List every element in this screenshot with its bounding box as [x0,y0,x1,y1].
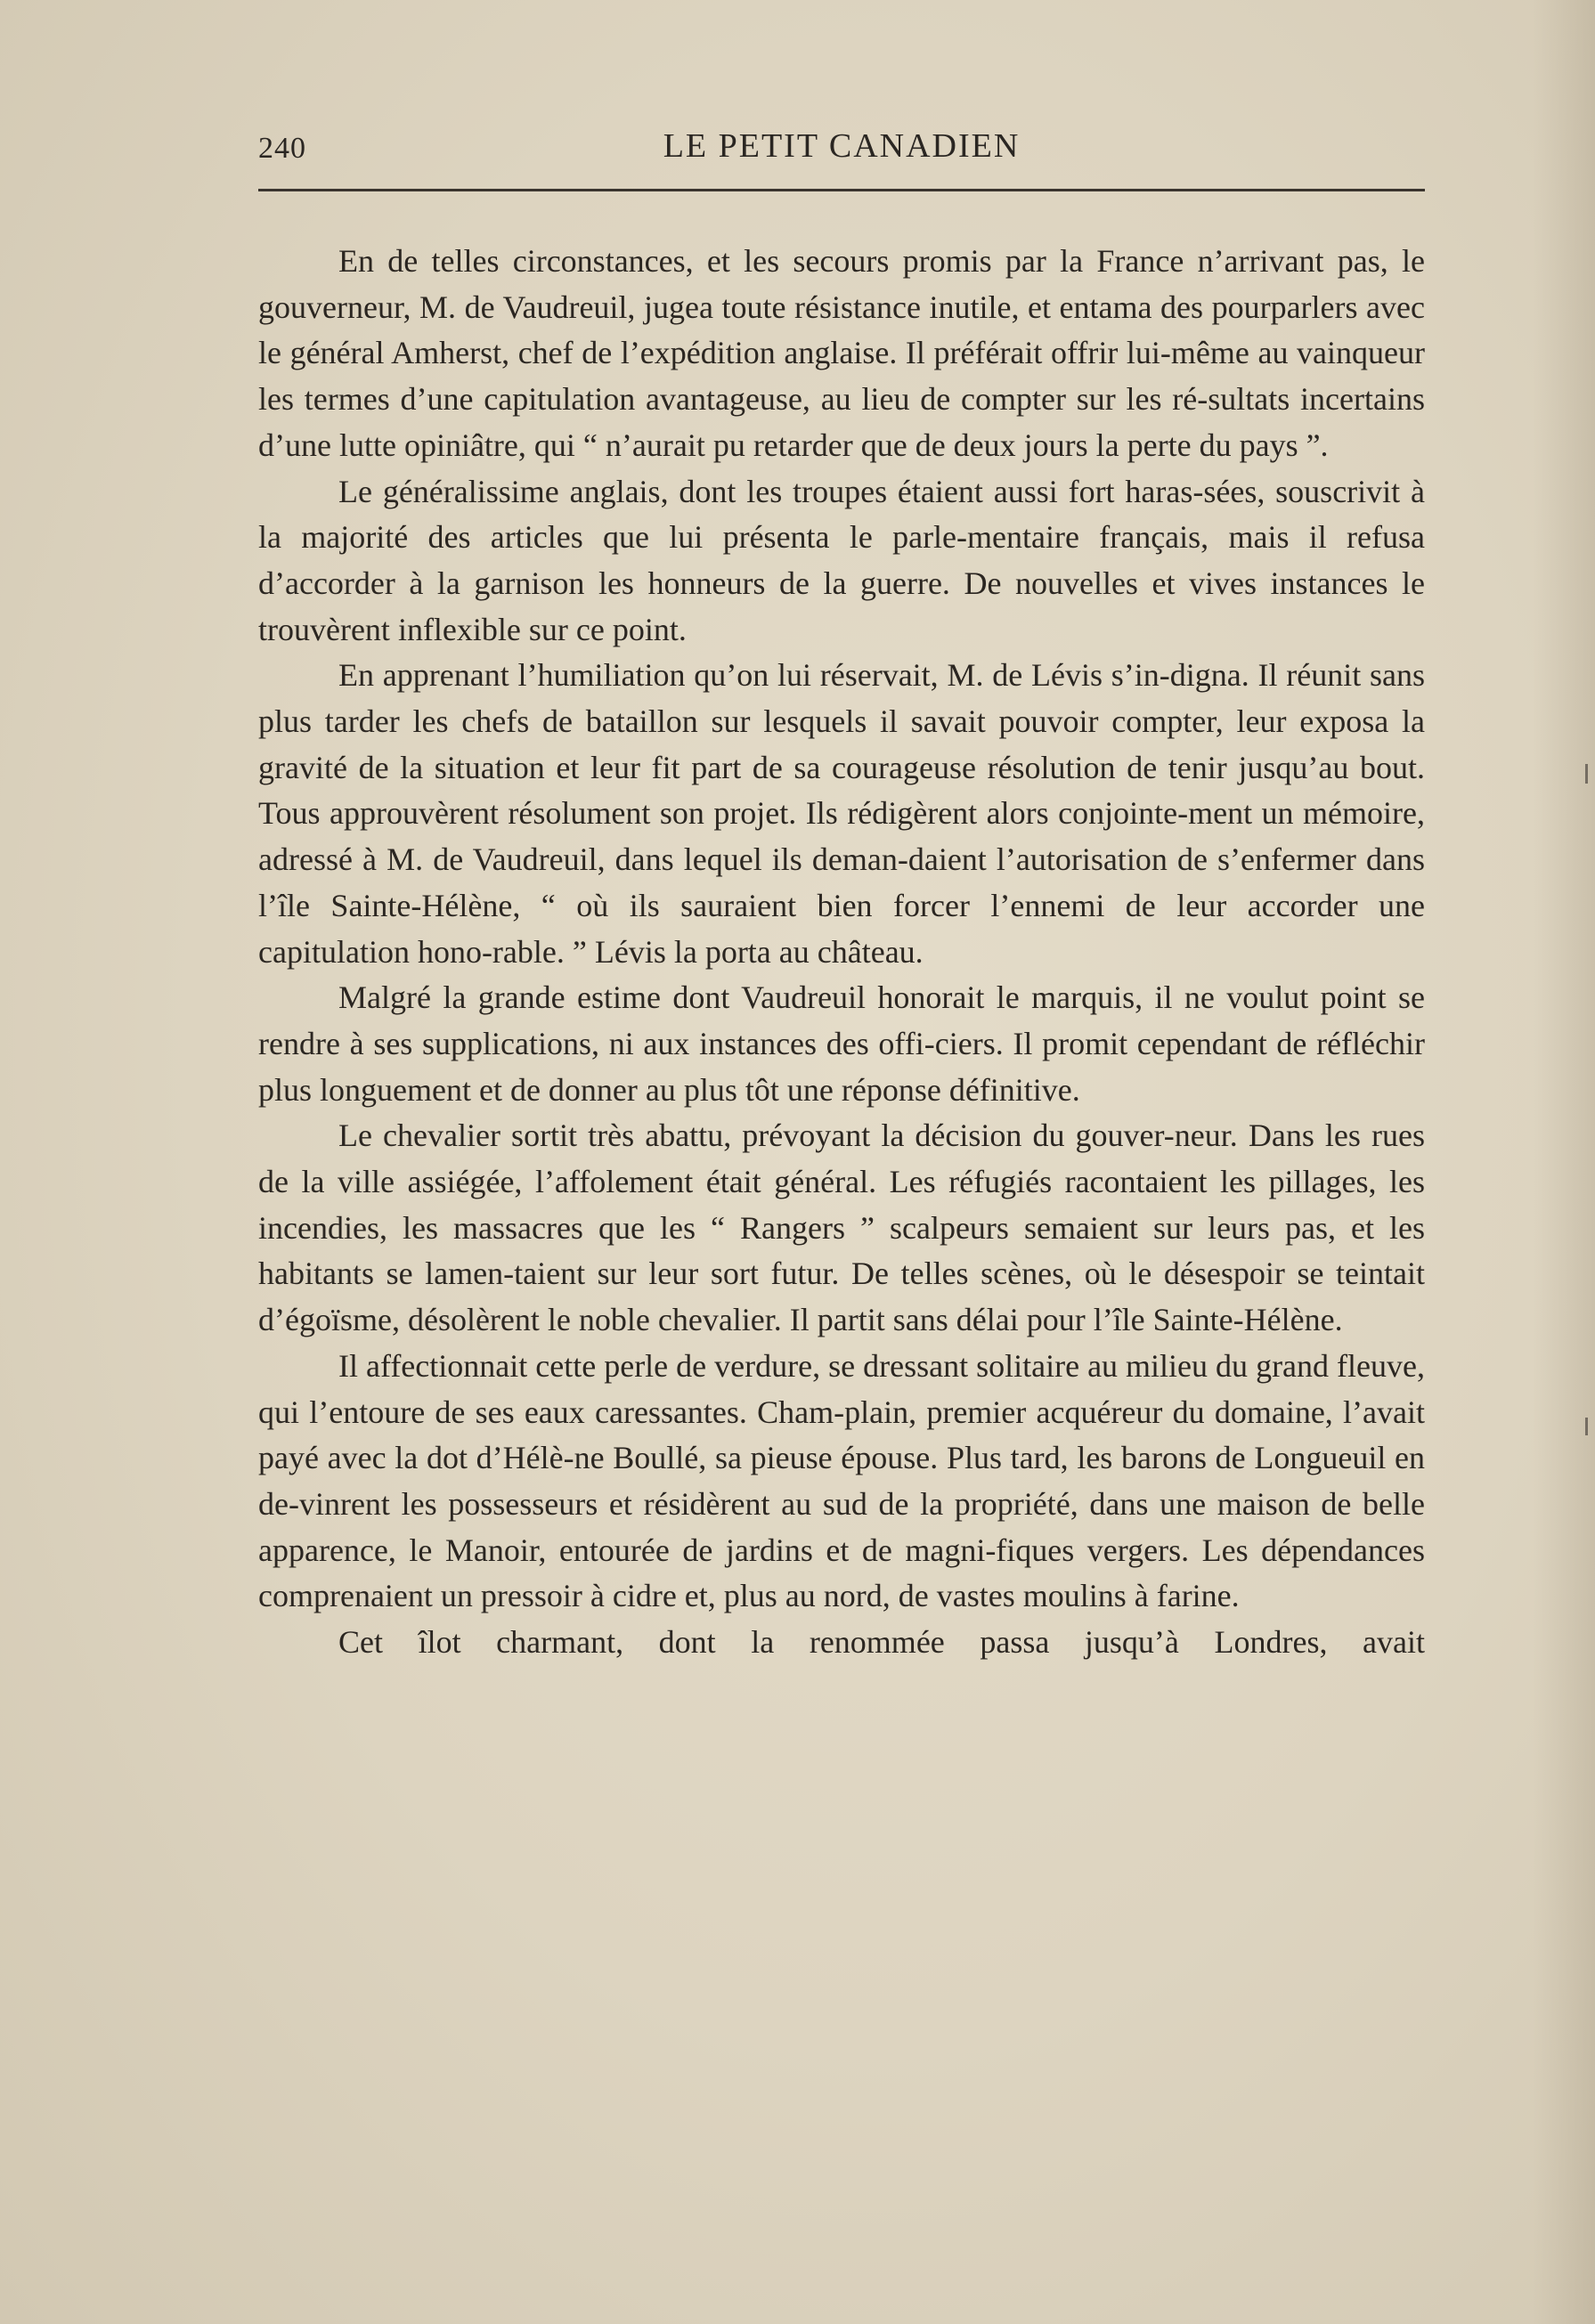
paragraph: Malgré la grande estime dont Vaudreuil honorait le marquis, il ne voulut point se rendre à ses supplications, ni aux instances des offi-ciers. Il promit cependant de réfléchir plus longuement et de donner au plus tôt une réponse définitive. [258,979,1425,1108]
page-edge-shadow [1533,0,1595,2324]
header-rule [258,189,1425,191]
paragraph: Le généralissime anglais, dont les troupes étaient aussi fort haras-sées, souscrivit à la majorité des articles que lui présenta le parle-mentaire français, mais il refusa d’accorder à la garnison les honneurs de la guerre. De nouvelles et vives instances le trouvèrent inflexible sur ce point. [258,473,1425,647]
paragraph: Cet îlot charmant, dont la renommée passa jusqu’à Londres, avait [338,1624,1425,1661]
running-title: LE PETIT CANADIEN [663,127,1021,165]
paragraph: En de telles circonstances, et les secours promis par la France n’arrivant pas, le gouverneur, M. de Vaudreuil, jugea toute résistance inutile, et entama des pourparlers avec le général Amherst, chef de l’expédition anglaise. Il préférait offrir lui-même au vainqueur les termes d’une capitulation avantageuse, au lieu de compter sur les ré-sultats incertains d’une lutte opiniâtre, qui “ n’aurait pu retarder que de deux jours la perte du pays ”. [258,243,1425,463]
page-number: 240 [258,132,306,165]
body-text [258,239,1425,1666]
running-head [258,123,1425,176]
margin-mark [1585,1418,1588,1435]
paragraph: Il affectionnait cette perle de verdure, se dressant solitaire au milieu du grand fleuve, qui l’entoure de ses eaux caressantes. Cham-plain, premier acquéreur du domaine, l’avait payé avec la dot d’Hélè-ne Boullé, sa pieuse épouse. Plus tard, les barons de Longueuil en de-vinrent les possesseurs et résidèrent au sud de la propriété, dans une maison de belle apparence, le Manoir, entourée de jardins et de magni-fiques vergers. Les dépendances comprenaient un pressoir à cidre et, plus au nord, de vastes moulins à farine. [258,1347,1425,1614]
margin-mark [1585,764,1588,784]
paragraph: Le chevalier sortit très abattu, prévoyant la décision du gouver-neur. Dans les rues de la ville assiégée, l’affolement était général. Les réfugiés racontaient les pillages, les incendies, les massacres que les “ Rangers ” scalpeurs semaient sur leurs pas, et les habitants se lamen-taient sur leur sort futur. De telles scènes, où le désespoir se teintait d’égoïsme, désolèrent le noble chevalier. Il partit sans délai pour l’île Sainte-Hélène. [258,1117,1425,1338]
paragraph: En apprenant l’humiliation qu’on lui réservait, M. de Lévis s’in-digna. Il réunit sans plus tarder les chefs de bataillon sur lesquels il savait pouvoir compter, leur exposa la gravité de la situation et leur fit part de sa courageuse résolution de tenir jusqu’au bout. Tous approuvèrent résolument son projet. Ils rédigèrent alors conjointe-ment un mémoire, adressé à M. de Vaudreuil, dans lequel ils deman-daient l’autorisation de s’enfermer dans l’île Sainte-Hélène, “ où ils sauraient bien forcer l’ennemi de leur accorder une capitulation hono-rable. ” Lévis la porta au château. [258,657,1425,970]
